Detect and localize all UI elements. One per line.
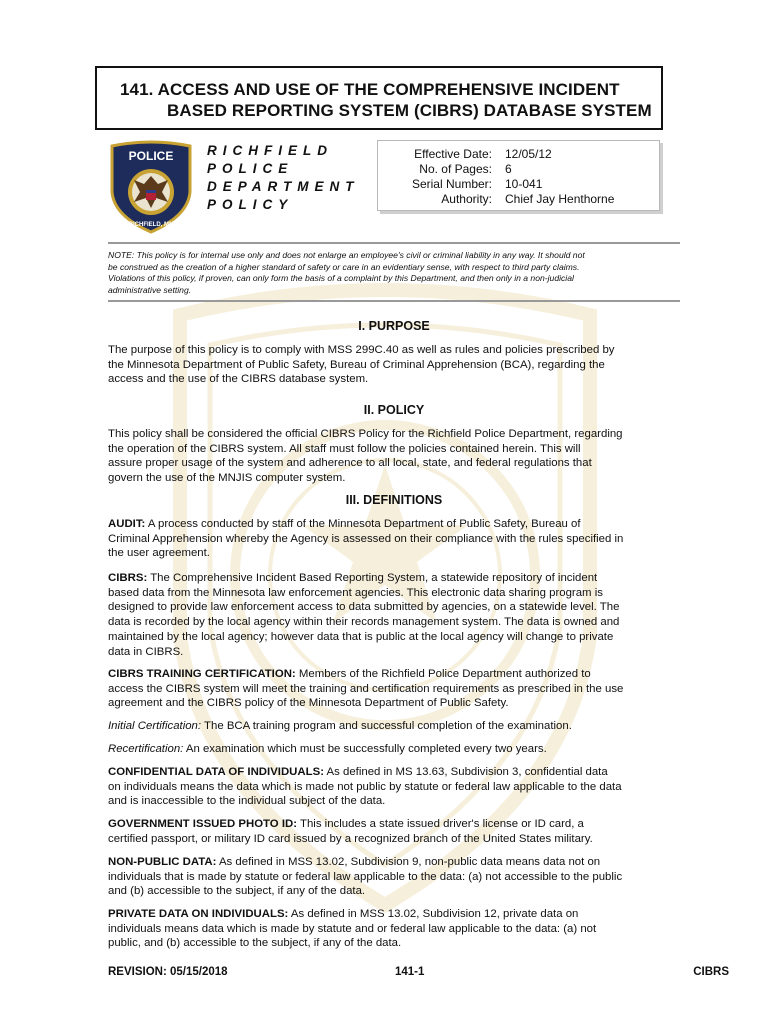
section-heading-purpose: I. PURPOSE [358, 319, 430, 333]
definition-term: CONFIDENTIAL DATA OF INDIVIDUALS: [108, 766, 324, 778]
definition-cibrs [108, 571, 682, 659]
definition-term: Recertification: [108, 743, 184, 755]
definition-non-public-data [108, 855, 682, 899]
definition-text: As defined in MSS 13.02, Subdivision 9, non-public data means data not on [216, 856, 601, 868]
divider [108, 300, 680, 302]
badge-bottom-text: RICHFIELD, MN [128, 222, 174, 228]
department-line: POLICE [207, 161, 294, 176]
text-line [108, 765, 682, 780]
text-line: public, and (b) accessible to the subject, if any of the data. [108, 937, 402, 950]
policy-info-box [377, 140, 660, 211]
effective-date-label: Effective Date: [414, 147, 492, 161]
text-line: maintained by the local agency; however data that is public at the local agency will change to private [108, 630, 614, 643]
text-line: access the CIBRS system will meet the training and certification requirements as prescribed in the use [108, 682, 624, 695]
section-heading-definitions: III. DEFINITIONS [345, 493, 443, 507]
section-heading-policy: II. POLICY [363, 403, 425, 417]
text-line: govern the use of the MNJIS computer system. [108, 472, 346, 485]
text-line: individuals that is made by statute or federal law applicable to the data: (a) not accessible to the public [108, 870, 623, 883]
effective-date-value: 12/05/12 [505, 147, 552, 161]
footer-page-number: 141-1 [395, 966, 425, 978]
definition-term: GOVERNMENT ISSUED PHOTO ID: [108, 818, 298, 830]
badge-top-text: POLICE [128, 149, 174, 163]
definition-text: A process conducted by staff of the Minnesota Department of Public Safety, Bureau of [145, 518, 581, 530]
definition-private-data [108, 907, 682, 951]
text-line [108, 719, 682, 734]
definition-initial-certification [108, 719, 682, 734]
footer-revision: REVISION: 05/15/2018 [108, 966, 228, 978]
purpose-paragraph [108, 343, 682, 387]
department-line: RICHFIELD [207, 143, 333, 158]
text-line: access and the use of the CIBRS database system. [108, 373, 369, 386]
page-count-label: No. of Pages: [419, 162, 492, 176]
page-count-value: 6 [505, 162, 512, 176]
definition-term: CIBRS TRAINING CERTIFICATION: [108, 668, 296, 680]
text-line: individuals means data which is made by statute and or federal law applicable to the data: (a) not [108, 922, 597, 935]
definition-photo-id [108, 817, 682, 846]
department-line: POLICY [207, 197, 294, 212]
text-line [108, 855, 682, 870]
document-title-line-1: 141. ACCESS AND USE OF THE COMPREHENSIVE INCIDENT [120, 80, 620, 99]
definition-audit [108, 517, 682, 561]
divider [108, 242, 680, 244]
definition-text: This includes a state issued driver's license or ID card, a [297, 818, 584, 830]
police-badge-icon [108, 140, 194, 234]
text-line: The purpose of this policy is to comply with MSS 299C.40 as well as rules and policies prescribed by [108, 344, 615, 356]
footer-section: CIBRS [693, 966, 729, 978]
definition-text: The Comprehensive Incident Based Reporting System, a statewide repository of incident [147, 572, 598, 584]
note-line: NOTE: This policy is for internal use only and does not enlarge an employee's civil or criminal liability in any way. It should not [108, 250, 585, 260]
text-line: on individuals means the data which is made not public by statute or federal law applicable to the data [108, 780, 622, 793]
text-line: Criminal Apprehension whereby the Agency is assessed on their compliance with the rules specified in [108, 532, 624, 545]
definition-text: As defined in MSS 13.02, Subdivision 12, private data on [288, 908, 579, 920]
definition-confidential-data [108, 765, 682, 809]
definition-term: PRIVATE DATA ON INDIVIDUALS: [108, 908, 289, 920]
text-line [108, 817, 682, 832]
definition-recertification [108, 742, 682, 757]
definition-text: The BCA training program and successful completion of the examination. [201, 720, 572, 732]
text-line: data in CIBRS. [108, 645, 184, 658]
text-line: and is inaccessible to the individual subject of the data. [108, 795, 386, 808]
policy-paragraph [108, 427, 682, 486]
text-line: certified passport, or military ID card issued by a recognized branch of the United States military. [108, 832, 593, 845]
definition-term: AUDIT: [108, 518, 146, 530]
text-line: the user agreement. [108, 547, 210, 560]
text-line: agreement and the CIBRS policy of the Minnesota Department of Public Safety. [108, 697, 509, 710]
serial-number-label: Serial Number: [411, 177, 492, 191]
note-line: be construed as the creation of a higher standard of safety or care in an evidentiary sense, with respect to third party claims. [108, 261, 580, 272]
note-line: Violations of this policy, if proven, can only form the basis of a complaint by this Department, and then only in a non-judicial [108, 273, 574, 284]
policy-note [108, 250, 682, 297]
text-line [108, 517, 682, 532]
authority-label: Authority: [441, 192, 492, 206]
department-line: DEPARTMENT [207, 179, 360, 194]
serial-number-value: 10-041 [505, 177, 543, 191]
definition-text: As defined in MS 13.63, Subdivision 3, confidential data [324, 766, 608, 778]
definition-text: Members of the Richfield Police Department authorized to [295, 668, 591, 680]
text-line [108, 907, 682, 922]
text-line: data is recorded by the local agency within their records management system. The data is owned and [108, 616, 620, 629]
definition-text: An examination which must be successfully completed every two years. [183, 743, 547, 755]
text-line [108, 667, 682, 682]
text-line: the Minnesota Department of Public Safety, Bureau of Criminal Apprehension (BCA), regarding the [108, 358, 605, 371]
definition-term: NON-PUBLIC DATA: [108, 856, 217, 868]
note-line: administrative setting. [108, 285, 192, 296]
text-line [108, 571, 682, 586]
text-line: assure proper usage of the system and adherence to all local, state, and federal regulations that [108, 457, 592, 470]
title-box [95, 66, 663, 130]
definition-term: CIBRS: [108, 572, 148, 584]
text-line: the operation of the CIBRS system. All staff must follow the policies contained herein. This will [108, 442, 581, 455]
text-line: based data from the Minnesota law enforcement agencies. This electronic data sharing program is [108, 586, 603, 599]
document-title-line-2: BASED REPORTING SYSTEM (CIBRS) DATABASE SYSTEM [167, 101, 652, 120]
definition-term: Initial Certification: [108, 720, 202, 732]
department-name [207, 142, 360, 214]
text-line: designed to provide law enforcement access to data submitted by agencies, on a statewide level. The [108, 601, 620, 614]
definition-training-certification [108, 667, 682, 711]
text-line: and (b) accessible to the subject, if any of the data. [108, 885, 366, 898]
text-line: This policy shall be considered the official CIBRS Policy for the Richfield Police Department, regarding [108, 428, 623, 440]
authority-value: Chief Jay Henthorne [505, 192, 615, 206]
text-line [108, 742, 682, 757]
